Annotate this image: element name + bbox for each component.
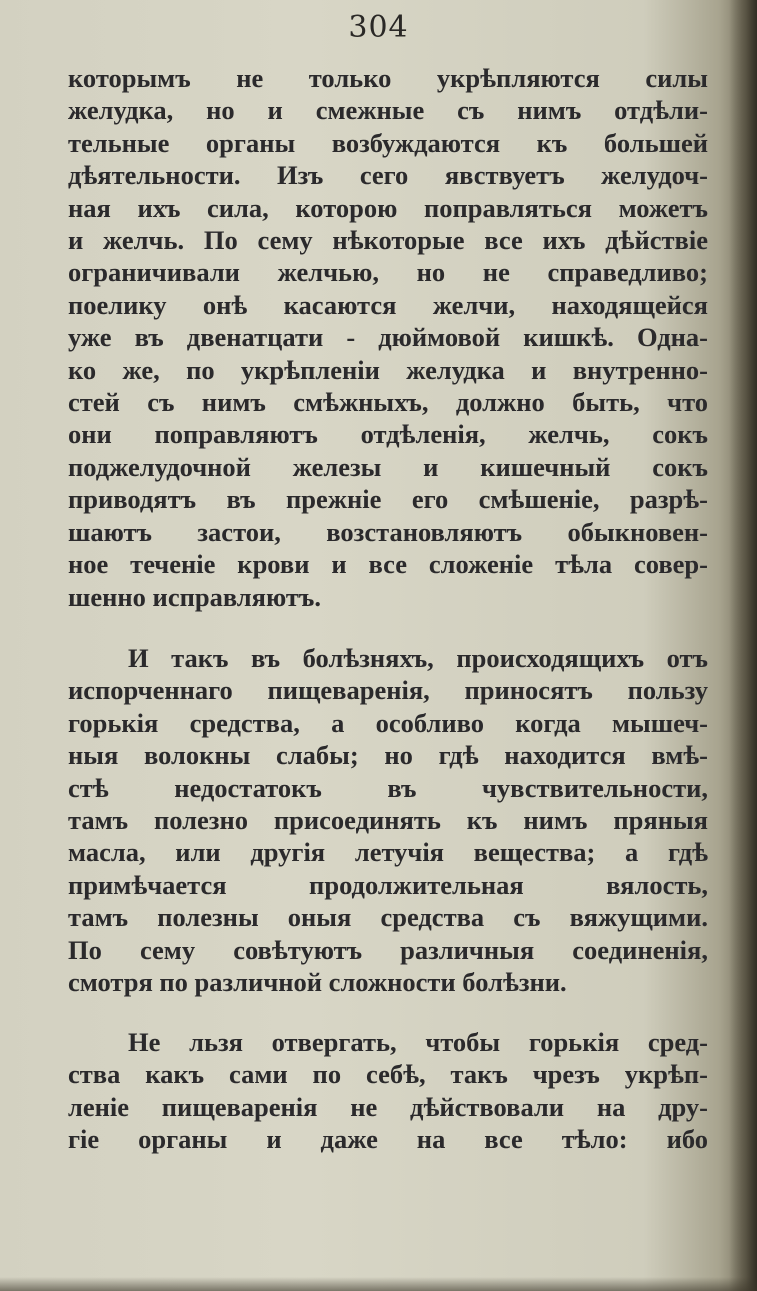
text-line: леніе пищеваренія не дѣйствовали на дру- [68, 1091, 708, 1122]
text-line: масла, или другія летучія вещества; а гдѣ [68, 837, 708, 868]
text-line: тамъ полезно присоединять къ нимъ пряныя [68, 805, 708, 836]
page-bottom-shadow [0, 1277, 757, 1291]
text-line: шаютъ застои, возстановляютъ обыкновен- [68, 516, 708, 547]
text-line: дѣятельности. Изъ сего явствуетъ желудоч- [68, 160, 708, 191]
text-line: И такъ въ болѣзняхъ, происходящихъ отъ [128, 643, 708, 673]
text-line: желудка, но и смежные съ нимъ отдѣли- [68, 95, 708, 126]
text-line: стѣ недостатокъ въ чувствительности, [68, 772, 708, 803]
text-line: они поправляютъ отдѣленія, желчь, сокъ [68, 419, 708, 450]
text-line: шенно исправляютъ. [68, 581, 321, 612]
page-edge-shadow [729, 0, 757, 1291]
text-line: тельные органы возбуждаются къ большей [68, 127, 708, 158]
page-number: 304 [348, 10, 409, 45]
text-line: смотря по различной сложности болѣзни. [68, 967, 567, 998]
text-line: приводятъ въ прежніе его смѣшеніе, разрѣ- [68, 484, 708, 515]
text-line: Не льзя отвергать, чтобы горькія сред- [128, 1027, 708, 1057]
text-line: ныя волокны слабы; но гдѣ находится вмѣ- [68, 740, 708, 771]
text-line: ко же, по укрѣпленіи желудка и внутренно- [68, 354, 708, 385]
paragraph-3 [68, 1026, 708, 1156]
text-line: горькія средства, а особливо когда мышеч- [68, 707, 708, 738]
text-line: поелику онѣ касаются желчи, находящейся [68, 289, 708, 320]
text-line: ная ихъ сила, которою поправляться можетъ [68, 192, 708, 223]
text-line: примѣчается продолжительная вялость, [68, 869, 708, 900]
text-line: поджелудочной железы и кишечный сокъ [68, 451, 708, 482]
text-line: ное теченіе крови и все сложеніе тѣла совер- [68, 549, 708, 580]
text-line: испорченнаго пищеваренія, приносятъ пользу [68, 675, 708, 706]
paragraph-2 [68, 642, 708, 998]
text-line: уже въ двенатцати - дюймовой кишкѣ. Одна- [68, 322, 708, 353]
text-line: гіе органы и даже на все тѣло: ибо [68, 1124, 708, 1155]
text-line: тамъ полезны оныя средства съ вяжущими. [68, 902, 708, 933]
text-line: которымъ не только укрѣпляются силы [68, 63, 708, 93]
text-line: и желчь. По сему нѣкоторые все ихъ дѣйствіе [68, 225, 708, 256]
text-line: ограничивали желчью, но не справедливо; [68, 257, 708, 288]
text-line: По сему совѣтуютъ различныя соединенія, [68, 934, 708, 965]
paragraph-1 [68, 62, 708, 613]
text-line: ства какъ сами по себѣ, такъ чрезъ укрѣп- [68, 1059, 708, 1090]
text-line: стей съ нимъ смѣжныхъ, должно быть, что [68, 387, 708, 418]
